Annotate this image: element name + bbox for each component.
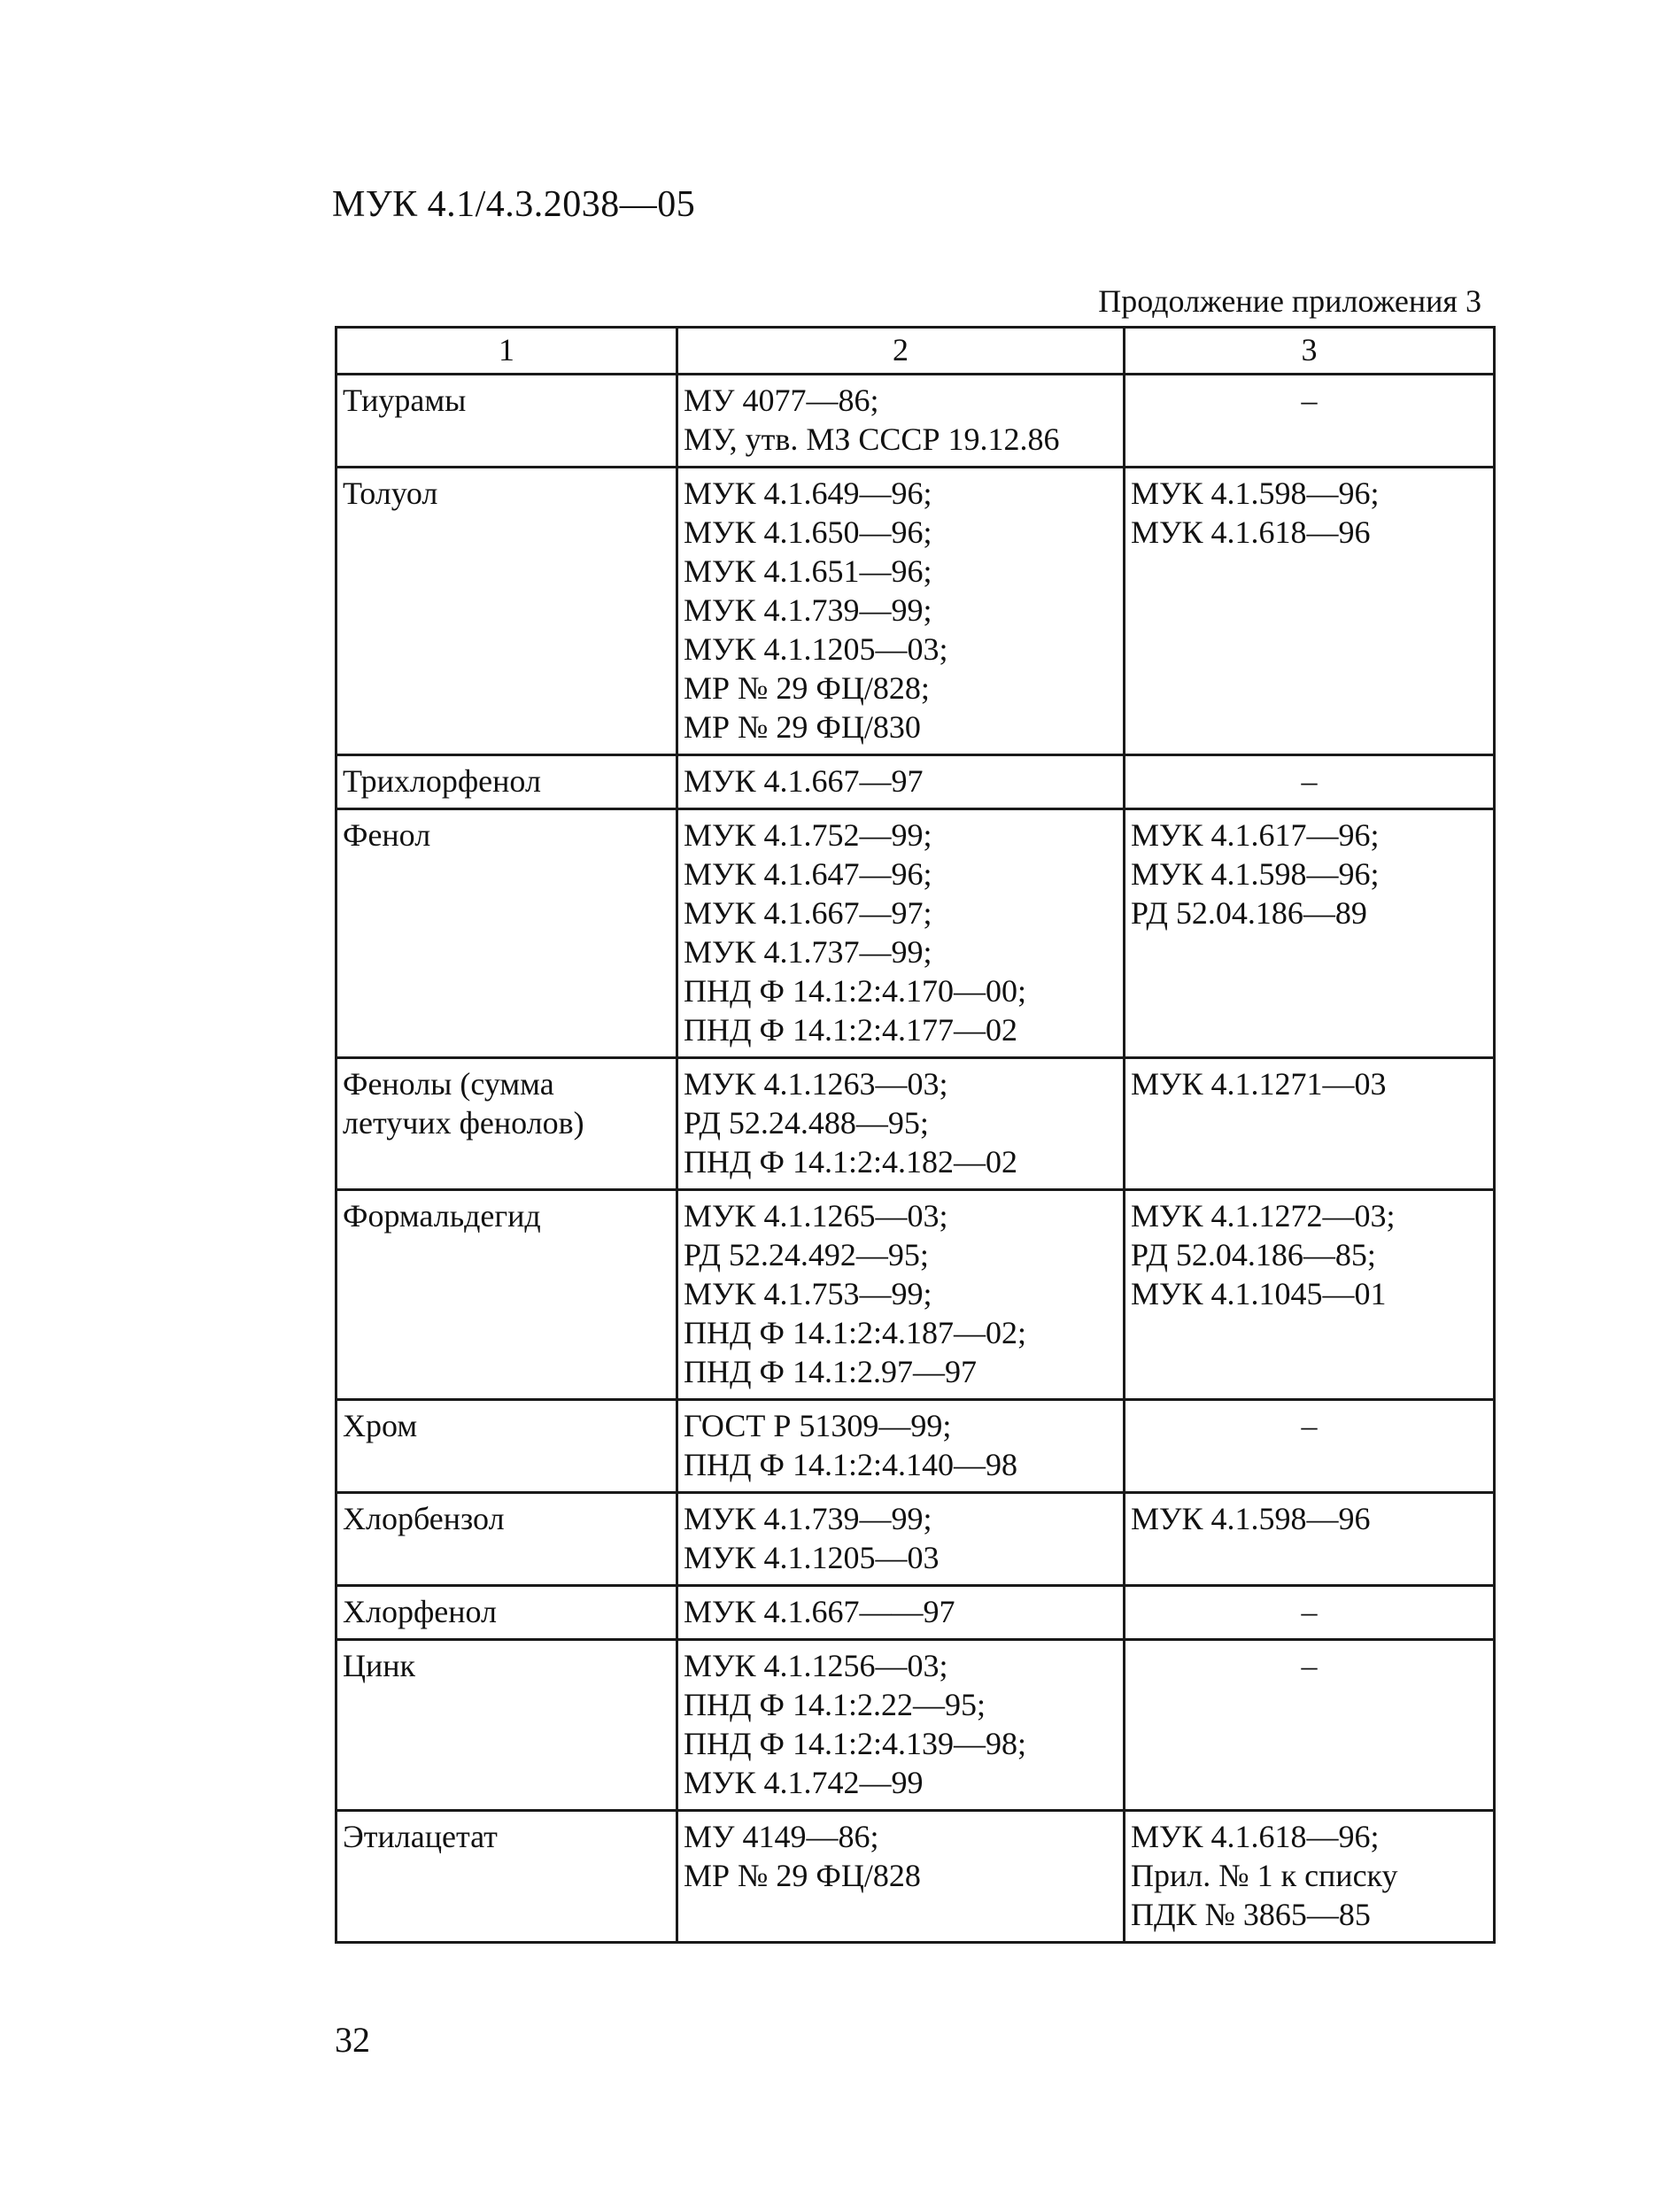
extra-ref: МУК 4.1.1272—03;	[1131, 1198, 1396, 1234]
substance-name: Трихлорфенол	[343, 763, 541, 799]
method-ref: МУК 4.1.1205—03	[684, 1540, 940, 1575]
extra-cell	[1125, 809, 1495, 1058]
substance-name: Фенол	[343, 817, 431, 853]
extra-cell	[1125, 1058, 1495, 1190]
method-ref: ПНД Ф 14.1:2:4.177—02	[684, 1012, 1017, 1048]
substance-cell	[336, 1640, 677, 1811]
substance-cell	[336, 468, 677, 755]
substance-cell	[336, 1400, 677, 1493]
extra-cell	[1125, 1190, 1495, 1400]
extra-ref: –	[1301, 1408, 1318, 1443]
substance-name: Хлорфенол	[343, 1594, 498, 1629]
extra-cell	[1125, 1640, 1495, 1811]
method-ref: МУК 4.1.1265—03;	[684, 1198, 948, 1234]
extra-cell	[1125, 755, 1495, 809]
extra-cell	[1125, 1586, 1495, 1640]
table-row	[336, 1493, 1495, 1586]
extra-ref: –	[1301, 1648, 1318, 1683]
extra-ref: МУК 4.1.618—96	[1131, 514, 1371, 550]
substance-name: Хлорбензол	[343, 1501, 505, 1536]
method-ref: МР № 29 ФЦ/830	[684, 709, 921, 745]
method-ref: ПНД Ф 14.1:2:4.182—02	[684, 1144, 1017, 1179]
substance-cell	[336, 1058, 677, 1190]
table-row	[336, 1811, 1495, 1943]
method-ref: МУК 4.1.667——97	[684, 1594, 955, 1629]
method-ref: МУК 4.1.667—97	[684, 763, 924, 799]
table-row	[336, 375, 1495, 468]
method-ref: МУК 4.1.753—99;	[684, 1276, 932, 1311]
method-ref: РД 52.24.492—95;	[684, 1237, 929, 1272]
extra-ref: МУК 4.1.598—96;	[1131, 856, 1380, 892]
continuation-note: Продолжение приложения 3	[1098, 283, 1481, 319]
extra-ref: МУК 4.1.598—96	[1131, 1501, 1371, 1536]
substance-cell	[336, 1493, 677, 1586]
substance-cell	[336, 1586, 677, 1640]
table-row	[336, 1190, 1495, 1400]
extra-cell	[1125, 375, 1495, 468]
extra-ref: МУК 4.1.618—96;	[1131, 1819, 1380, 1854]
method-ref: МУК 4.1.1263—03;	[684, 1066, 948, 1102]
method-ref: МУК 4.1.739—99;	[684, 1501, 932, 1536]
extra-cell	[1125, 1493, 1495, 1586]
extra-ref: МУК 4.1.617—96;	[1131, 817, 1380, 853]
methods-cell	[677, 1400, 1125, 1493]
table-row	[336, 1586, 1495, 1640]
method-ref: МУК 4.1.649—96;	[684, 476, 932, 511]
substance-name: летучих фенолов)	[343, 1105, 584, 1141]
method-ref: ПНД Ф 14.1:2:4.170—00;	[684, 973, 1026, 1009]
methods-cell	[677, 1058, 1125, 1190]
extra-ref: –	[1301, 383, 1318, 418]
extra-ref: ПДК № 3865—85	[1131, 1897, 1371, 1932]
table-row	[336, 1400, 1495, 1493]
method-ref: ГОСТ Р 51309—99;	[684, 1408, 952, 1443]
extra-cell	[1125, 1811, 1495, 1943]
table-row	[336, 1640, 1495, 1811]
table-row	[336, 468, 1495, 755]
extra-ref: –	[1301, 763, 1318, 799]
extra-cell	[1125, 468, 1495, 755]
method-ref: МУК 4.1.739—99;	[684, 592, 932, 628]
substance-name: Хром	[343, 1408, 418, 1443]
methods-cell	[677, 809, 1125, 1058]
substance-name: Тиурамы	[343, 383, 467, 418]
extra-ref: –	[1301, 1594, 1318, 1629]
extra-cell	[1125, 1400, 1495, 1493]
extra-ref: МУК 4.1.1045—01	[1131, 1276, 1387, 1311]
method-ref: МУК 4.1.647—96;	[684, 856, 932, 892]
method-ref: ПНД Ф 14.1:2:4.140—98	[684, 1447, 1017, 1482]
extra-ref: МУК 4.1.1271—03	[1131, 1066, 1387, 1102]
methods-cell	[677, 1493, 1125, 1586]
methods-cell	[677, 1586, 1125, 1640]
method-ref: МУ 4149—86;	[684, 1819, 879, 1854]
methods-cell	[677, 375, 1125, 468]
substance-name: Этилацетат	[343, 1819, 498, 1854]
substance-name: Фенолы (сумма	[343, 1066, 554, 1102]
extra-ref: РД 52.04.186—85;	[1131, 1237, 1376, 1272]
method-ref: ПНД Ф 14.1:2:4.139—98;	[684, 1726, 1026, 1761]
method-ref: РД 52.24.488—95;	[684, 1105, 929, 1141]
substance-cell	[336, 1811, 677, 1943]
methods-table	[335, 326, 1496, 1944]
method-ref: МУ, утв. МЗ СССР 19.12.86	[684, 422, 1060, 457]
method-ref: МУК 4.1.1205—03;	[684, 631, 948, 667]
substance-name: Толуол	[343, 476, 438, 511]
table-header-row	[336, 328, 1495, 375]
page-number: 32	[335, 2020, 370, 2060]
method-ref: МУК 4.1.651—96;	[684, 553, 932, 589]
substance-cell	[336, 375, 677, 468]
methods-cell	[677, 1640, 1125, 1811]
document-code: МУК 4.1/4.3.2038—05	[332, 184, 696, 225]
table-row	[336, 1058, 1495, 1190]
method-ref: МУК 4.1.752—99;	[684, 817, 932, 853]
methods-cell	[677, 468, 1125, 755]
column-header-2: 2	[677, 328, 1125, 375]
method-ref: МУК 4.1.667—97;	[684, 895, 932, 931]
method-ref: МР № 29 ФЦ/828	[684, 1858, 921, 1893]
substance-name: Цинк	[343, 1648, 416, 1683]
methods-cell	[677, 1190, 1125, 1400]
substance-cell	[336, 755, 677, 809]
method-ref: ПНД Ф 14.1:2.97—97	[684, 1354, 977, 1389]
table-row	[336, 755, 1495, 809]
method-ref: МР № 29 ФЦ/828;	[684, 670, 930, 706]
method-ref: ПНД Ф 14.1:2.22—95;	[684, 1687, 986, 1722]
extra-ref: МУК 4.1.598—96;	[1131, 476, 1380, 511]
substance-name: Формальдегид	[343, 1198, 541, 1234]
methods-cell	[677, 1811, 1125, 1943]
method-ref: МУК 4.1.737—99;	[684, 934, 932, 970]
method-ref: ПНД Ф 14.1:2:4.187—02;	[684, 1315, 1026, 1350]
column-header-1: 1	[336, 328, 677, 375]
method-ref: МУК 4.1.650—96;	[684, 514, 932, 550]
method-ref: МУК 4.1.742—99	[684, 1765, 924, 1800]
column-header-3: 3	[1125, 328, 1495, 375]
methods-cell	[677, 755, 1125, 809]
method-ref: МУ 4077—86;	[684, 383, 879, 418]
extra-ref: Прил. № 1 к списку	[1131, 1858, 1398, 1893]
substance-cell	[336, 809, 677, 1058]
extra-ref: РД 52.04.186—89	[1131, 895, 1367, 931]
table-row	[336, 809, 1495, 1058]
substance-cell	[336, 1190, 677, 1400]
method-ref: МУК 4.1.1256—03;	[684, 1648, 948, 1683]
